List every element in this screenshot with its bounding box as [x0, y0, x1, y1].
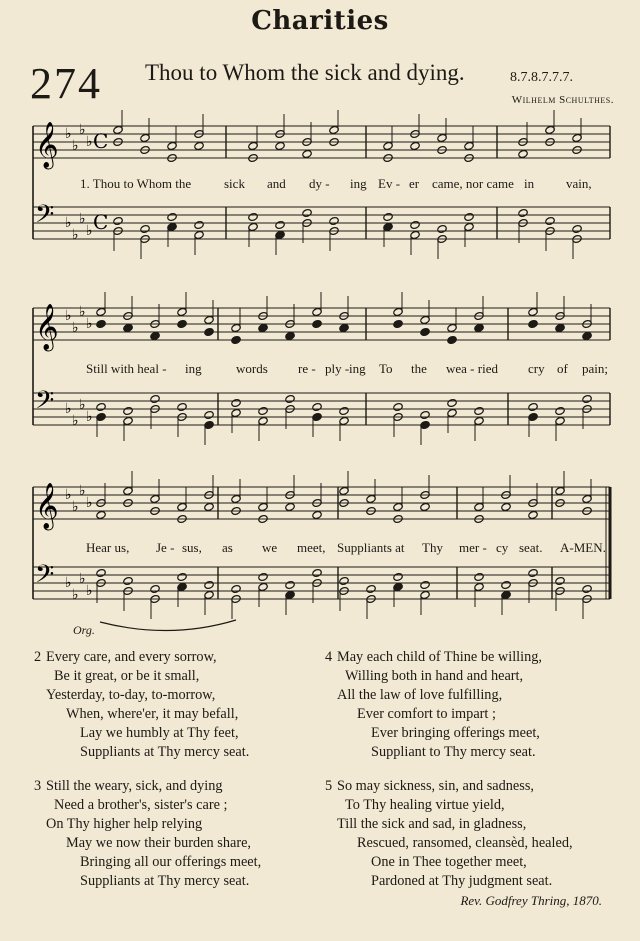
- note-head: [167, 212, 177, 221]
- note-head: [204, 502, 214, 511]
- note-head: [464, 212, 474, 221]
- note-head: [302, 208, 312, 217]
- lyric-syllable: 1. Thou to Whom the: [80, 176, 192, 191]
- note-head: [582, 331, 592, 340]
- note-head: [545, 216, 555, 225]
- note-head: [410, 220, 420, 229]
- lyric-syllable: Still with heal -: [86, 361, 167, 376]
- flat-sign: ♭: [86, 495, 93, 511]
- verse-line: Pardoned at Thy judgment seat.: [371, 873, 553, 889]
- note-head: [518, 149, 528, 158]
- lyric-syllable: as: [222, 540, 233, 555]
- note-head: [248, 212, 258, 221]
- note-head: [582, 394, 592, 403]
- lyric-syllable: ing: [185, 361, 202, 376]
- verse-line: Be it great, or be it small,: [54, 668, 200, 684]
- lyric-syllable: Thy: [422, 540, 443, 555]
- verse-line: All the law of love fulfilling,: [337, 687, 503, 703]
- note-head: [123, 406, 133, 415]
- treble-clef: 𝄞: [35, 122, 59, 168]
- lyric-syllable: wea - ried: [446, 361, 498, 376]
- note-head: [302, 149, 312, 158]
- lyric-syllable: vain,: [566, 176, 592, 191]
- flat-sign: ♭: [86, 223, 93, 239]
- verse-line: Suppliants at Thy mercy seat.: [80, 873, 250, 889]
- lyric-syllable: cy: [496, 540, 509, 555]
- bass-clef: 𝄢: [35, 200, 55, 235]
- verse-line: Ever bringing offerings meet,: [371, 725, 540, 741]
- lyric-syllable: To: [379, 361, 393, 376]
- note-head: [258, 323, 268, 332]
- note-head: [312, 319, 322, 328]
- note-head: [555, 406, 565, 415]
- note-head: [194, 220, 204, 229]
- organ-slur: [100, 620, 236, 631]
- flat-sign: ♭: [79, 483, 86, 499]
- verse-line: May we now their burden share,: [66, 835, 252, 851]
- flat-sign: ♭: [86, 583, 93, 599]
- note-head: [366, 584, 376, 593]
- note-head: [194, 141, 204, 150]
- note-head: [447, 335, 457, 344]
- note-head: [177, 402, 187, 411]
- note-head: [150, 331, 160, 340]
- lyric-syllable: and: [267, 176, 286, 191]
- lyric-syllable: A-MEN.: [560, 540, 606, 555]
- lyric-syllable: Hear us,: [86, 540, 130, 555]
- note-head: [204, 580, 214, 589]
- note-head: [285, 394, 295, 403]
- note-head: [96, 319, 106, 328]
- flat-sign: ♭: [65, 308, 72, 324]
- verse-line: Suppliant to Thy mercy seat.: [371, 744, 536, 760]
- note-head: [420, 580, 430, 589]
- hymn-title: Thou to Whom the sick and dying.: [145, 60, 465, 85]
- note-head: [447, 398, 457, 407]
- note-head: [420, 327, 430, 336]
- flat-sign: ♭: [65, 487, 72, 503]
- note-head: [582, 584, 592, 593]
- flat-sign: ♭: [65, 575, 72, 591]
- note-head: [258, 406, 268, 415]
- lyric-syllable: sus,: [182, 540, 202, 555]
- note-head: [204, 410, 214, 419]
- flat-sign: ♭: [65, 215, 72, 231]
- note-head: [123, 323, 133, 332]
- lyric-syllable: ing: [349, 361, 366, 376]
- verse-line: Ever comfort to impart ;: [357, 706, 496, 722]
- flat-sign: ♭: [65, 401, 72, 417]
- organ-label: Org.: [73, 623, 95, 637]
- flat-sign: ♭: [72, 320, 79, 336]
- lyric-syllable: re -: [298, 361, 316, 376]
- note-head: [150, 394, 160, 403]
- note-head: [96, 510, 106, 519]
- note-head: [113, 216, 123, 225]
- note-head: [501, 502, 511, 511]
- note-head: [285, 580, 295, 589]
- lyric-syllable: ply -: [325, 361, 350, 376]
- flat-sign: ♭: [79, 397, 86, 413]
- verse-line: Lay we humbly at Thy feet,: [80, 725, 239, 741]
- verse-line: Suppliants at Thy mercy seat.: [80, 744, 250, 760]
- note-head: [383, 212, 393, 221]
- verse-line: So may sickness, sin, and sadness,: [337, 778, 534, 794]
- lyric-syllable: ing: [350, 176, 367, 191]
- note-head: [339, 406, 349, 415]
- note-head: [528, 568, 538, 577]
- verse-line: On Thy higher help relying: [46, 816, 203, 832]
- note-head: [204, 327, 214, 336]
- lyric-syllable: the: [411, 361, 427, 376]
- lyric-syllable: sick: [224, 176, 245, 191]
- note-head: [150, 584, 160, 593]
- lyric-syllable: Je -: [156, 540, 175, 555]
- note-head: [555, 323, 565, 332]
- lyric-syllable: dy -: [309, 176, 330, 191]
- note-head: [285, 331, 295, 340]
- flat-sign: ♭: [79, 122, 86, 138]
- note-head: [275, 141, 285, 150]
- note-head: [312, 510, 322, 519]
- verse-2: [34, 648, 250, 762]
- hymn-number: 274: [30, 59, 102, 108]
- flat-sign: ♭: [79, 571, 86, 587]
- lyric-syllable: Suppliants at: [337, 540, 405, 555]
- bass-clef: 𝄢: [35, 386, 55, 421]
- note-head: [518, 208, 528, 217]
- flat-sign: ♭: [86, 134, 93, 150]
- author-credit: Rev. Godfrey Thring, 1870.: [460, 893, 602, 908]
- note-head: [231, 584, 241, 593]
- note-head: [312, 568, 322, 577]
- lyric-syllable: meet,: [297, 540, 326, 555]
- flat-sign: ♭: [72, 413, 79, 429]
- note-head: [555, 576, 565, 585]
- lyric-syllable: mer -: [459, 540, 487, 555]
- verse-line: When, where'er, it may befall,: [66, 706, 239, 722]
- lyric-syllable: came, nor came: [432, 176, 514, 191]
- time-signature: C: [93, 210, 109, 234]
- lyric-syllable: in: [524, 176, 535, 191]
- note-head: [393, 319, 403, 328]
- lyric-syllable: words: [236, 361, 268, 376]
- verse-line: To Thy healing virtue yield,: [345, 797, 505, 813]
- note-head: [123, 576, 133, 585]
- verse-4: [325, 648, 543, 762]
- verse-line: Bringing all our offerings meet,: [80, 854, 262, 870]
- note-head: [96, 402, 106, 411]
- note-head: [420, 502, 430, 511]
- note-head: [339, 323, 349, 332]
- note-head: [474, 323, 484, 332]
- treble-clef: 𝄞: [35, 304, 59, 350]
- time-signature: C: [93, 129, 109, 153]
- note-head: [420, 410, 430, 419]
- note-head: [231, 335, 241, 344]
- note-head: [258, 572, 268, 581]
- flat-sign: ♭: [72, 587, 79, 603]
- note-head: [393, 402, 403, 411]
- note-head: [410, 141, 420, 150]
- note-head: [96, 568, 106, 577]
- verse-line: One in Thee together meet,: [371, 854, 527, 870]
- verse-number: 4: [325, 649, 333, 665]
- flat-sign: ♭: [86, 316, 93, 332]
- treble-clef: 𝄞: [35, 483, 59, 529]
- note-head: [572, 224, 582, 233]
- note-head: [437, 224, 447, 233]
- lyric-syllable: of: [557, 361, 568, 376]
- note-head: [474, 572, 484, 581]
- verse-5: [325, 777, 573, 891]
- note-head: [312, 402, 322, 411]
- note-head: [285, 502, 295, 511]
- note-head: [528, 319, 538, 328]
- flat-sign: ♭: [86, 409, 93, 425]
- note-head: [140, 224, 150, 233]
- flat-sign: ♭: [72, 138, 79, 154]
- verse-number: 3: [34, 778, 42, 794]
- flat-sign: ♭: [72, 227, 79, 243]
- note-head: [501, 580, 511, 589]
- note-head: [339, 576, 349, 585]
- verse-number: 5: [325, 778, 333, 794]
- note-head: [474, 406, 484, 415]
- verse-line: Every care, and every sorrow,: [46, 649, 217, 665]
- verse-line: Yesterday, to-day, to-morrow,: [46, 687, 216, 703]
- composer: Wilhelm Schulthes.: [511, 94, 614, 106]
- flat-sign: ♭: [65, 126, 72, 142]
- meter: 8.7.8.7.7.7.: [510, 70, 573, 85]
- verse-3: [34, 777, 262, 891]
- note-head: [275, 220, 285, 229]
- section-title: Charities: [251, 6, 389, 36]
- lyric-syllable: pain;: [582, 361, 608, 376]
- verse-line: Still the weary, sick, and dying: [46, 778, 223, 794]
- lyric-syllable: seat.: [519, 540, 543, 555]
- note-head: [177, 572, 187, 581]
- flat-sign: ♭: [72, 499, 79, 515]
- note-head: [231, 398, 241, 407]
- verse-line: Need a brother's, sister's care ;: [54, 797, 228, 813]
- note-head: [329, 216, 339, 225]
- lyric-syllable: er: [409, 176, 420, 191]
- note-head: [528, 510, 538, 519]
- bass-clef: 𝄢: [35, 560, 55, 595]
- verse-line: Rescued, ransomed, cleansèd, healed,: [357, 835, 573, 851]
- flat-sign: ♭: [79, 211, 86, 227]
- flat-sign: ♭: [79, 304, 86, 320]
- note-head: [177, 319, 187, 328]
- lyric-syllable: Ev -: [378, 176, 401, 191]
- verse-line: May each child of Thine be willing,: [337, 649, 543, 665]
- verse-line: Willing both in hand and heart,: [345, 668, 524, 684]
- lyric-syllable: cry: [528, 361, 545, 376]
- verse-line: Till the sick and sad, in gladness,: [337, 816, 527, 832]
- note-head: [528, 402, 538, 411]
- note-head: [393, 572, 403, 581]
- lyric-syllable: we: [262, 540, 278, 555]
- verse-number: 2: [34, 649, 42, 665]
